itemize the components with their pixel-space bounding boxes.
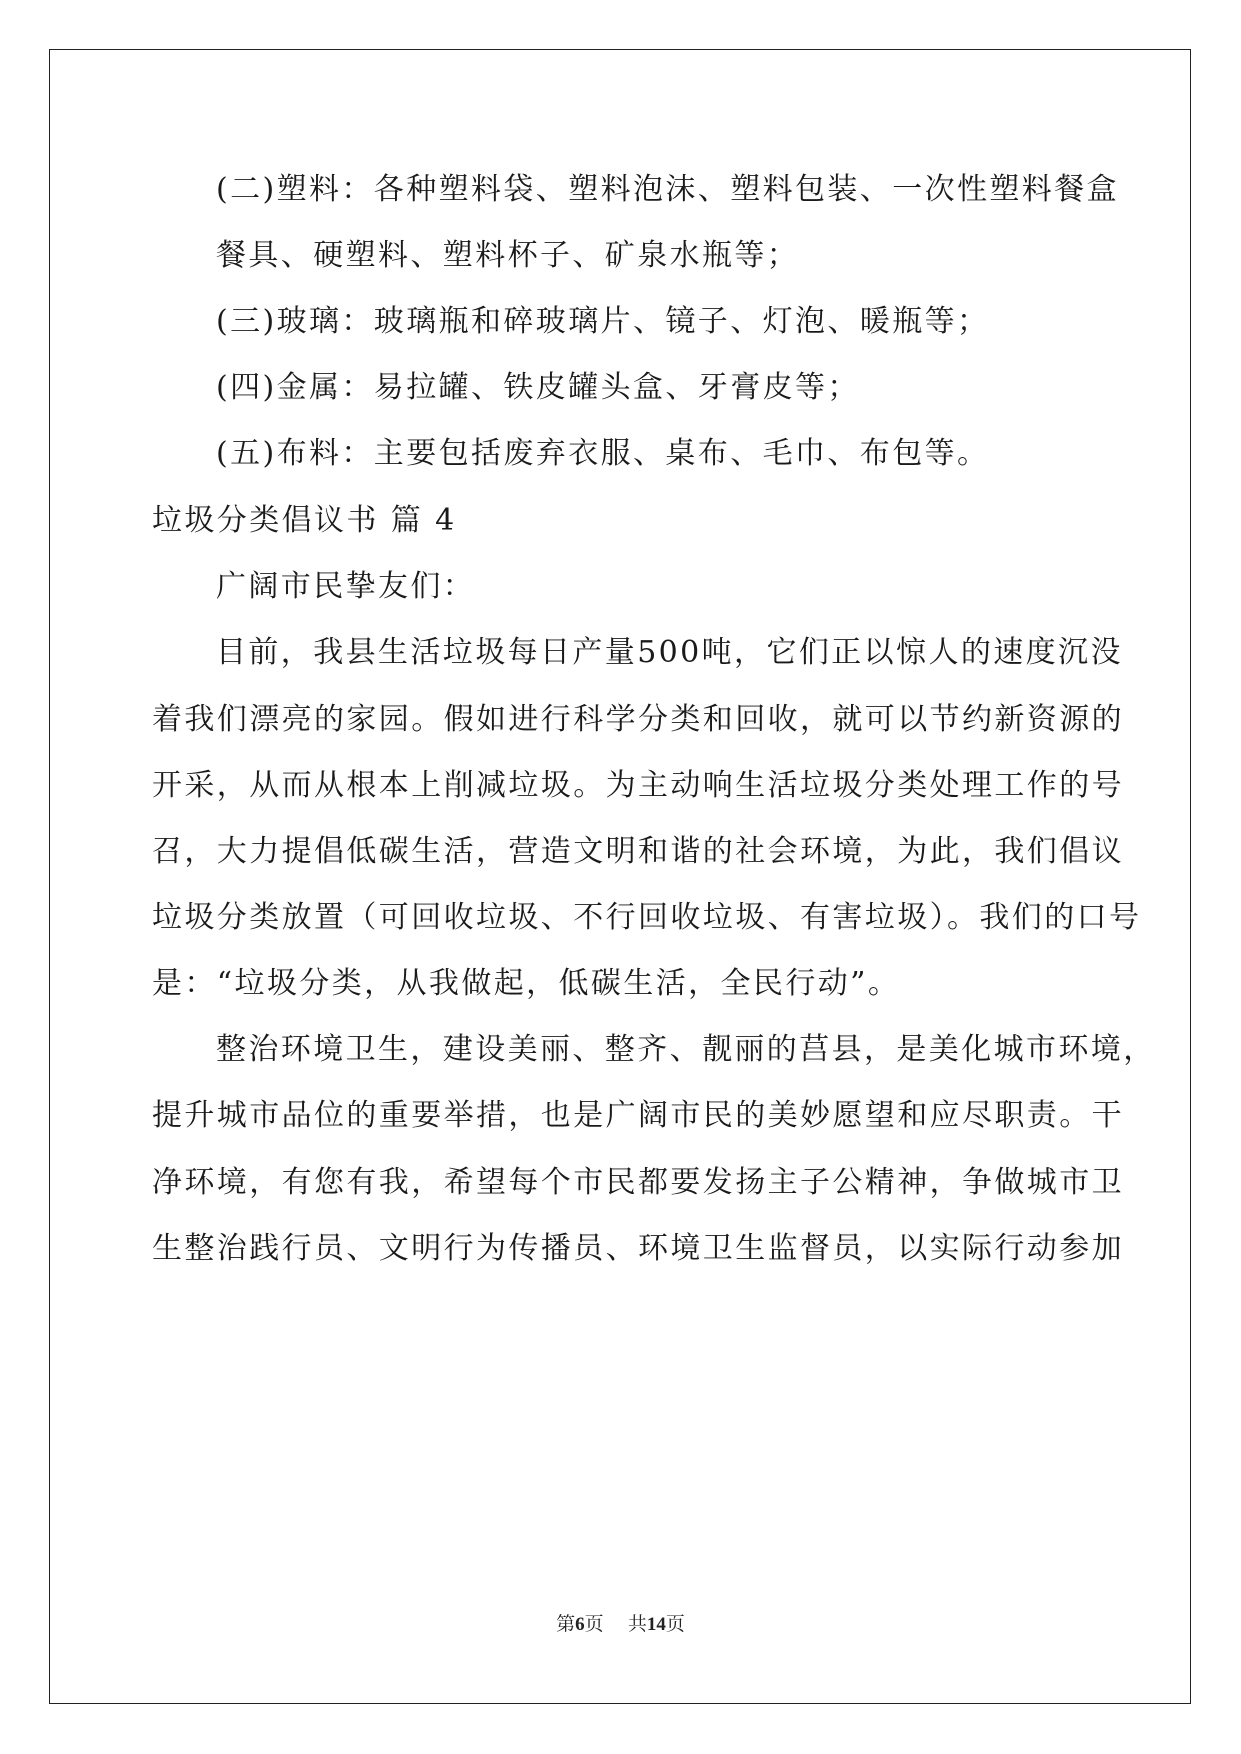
text-line-4: (四)金属：易拉罐、铁皮罐头盒、牙膏皮等； [216,370,860,405]
footer-total-pages: 14 [646,1614,666,1635]
text-line-2: 餐具、硬塑料、塑料杯子、矿泉水瓶等； [216,238,800,273]
footer-page-prefix: 第 [556,1613,576,1635]
text-line-10: 开采，从而从根本上削减垃圾。为主动响生活垃圾分类处理工作的号 [152,768,1124,803]
text-line-3: (三)玻璃：玻璃瓶和碎玻璃片、镜子、灯泡、暖瓶等； [216,304,990,339]
text-line-1: (二)塑料：各种塑料袋、塑料泡沫、塑料包装、一次性塑料餐盒 [216,172,1120,207]
text-line-17: 生整治践行员、文明行为传播员、环境卫生监督员，以实际行动参加 [152,1231,1124,1266]
page-footer [0,1612,1241,1637]
text-line-5: (五)布料：主要包括废弃衣服、桌布、毛巾、布包等。 [216,436,990,471]
text-line-9: 着我们漂亮的家园。假如进行科学分类和回收，就可以节约新资源的 [152,702,1124,737]
text-line-16: 净环境，有您有我，希望每个市民都要发扬主子公精神，争做城市卫 [152,1165,1124,1200]
footer-total-suffix: 页 [665,1613,685,1635]
footer-page-number: 6 [575,1614,585,1635]
footer-page-suffix: 页 [584,1613,604,1635]
text-line-15: 提升城市品位的重要举措，也是广阔市民的美妙愿望和应尽职责。干 [152,1098,1124,1133]
footer-total-prefix: 共 [627,1613,647,1635]
text-line-8: 目前，我县生活垃圾每日产量500吨，它们正以惊人的速度沉没 [216,635,1123,670]
text-line-13: 是：“垃圾分类，从我做起，低碳生活，全民行动”。 [152,966,901,1001]
text-line-14: 整治环境卫生，建设美丽、整齐、靓丽的莒县，是美化城市环境， [216,1032,1156,1067]
section-heading: 垃圾分类倡议书 篇 4 [152,503,457,538]
salutation: 广阔市民挚友们： [216,569,476,604]
text-line-11: 召，大力提倡低碳生活，营造文明和谐的社会环境，为此，我们倡议 [152,834,1124,869]
text-line-12: 垃圾分类放置（可回收垃圾、不行回收垃圾、有害垃圾）。我们的口号 [152,900,1142,935]
page-border [49,49,1191,1704]
